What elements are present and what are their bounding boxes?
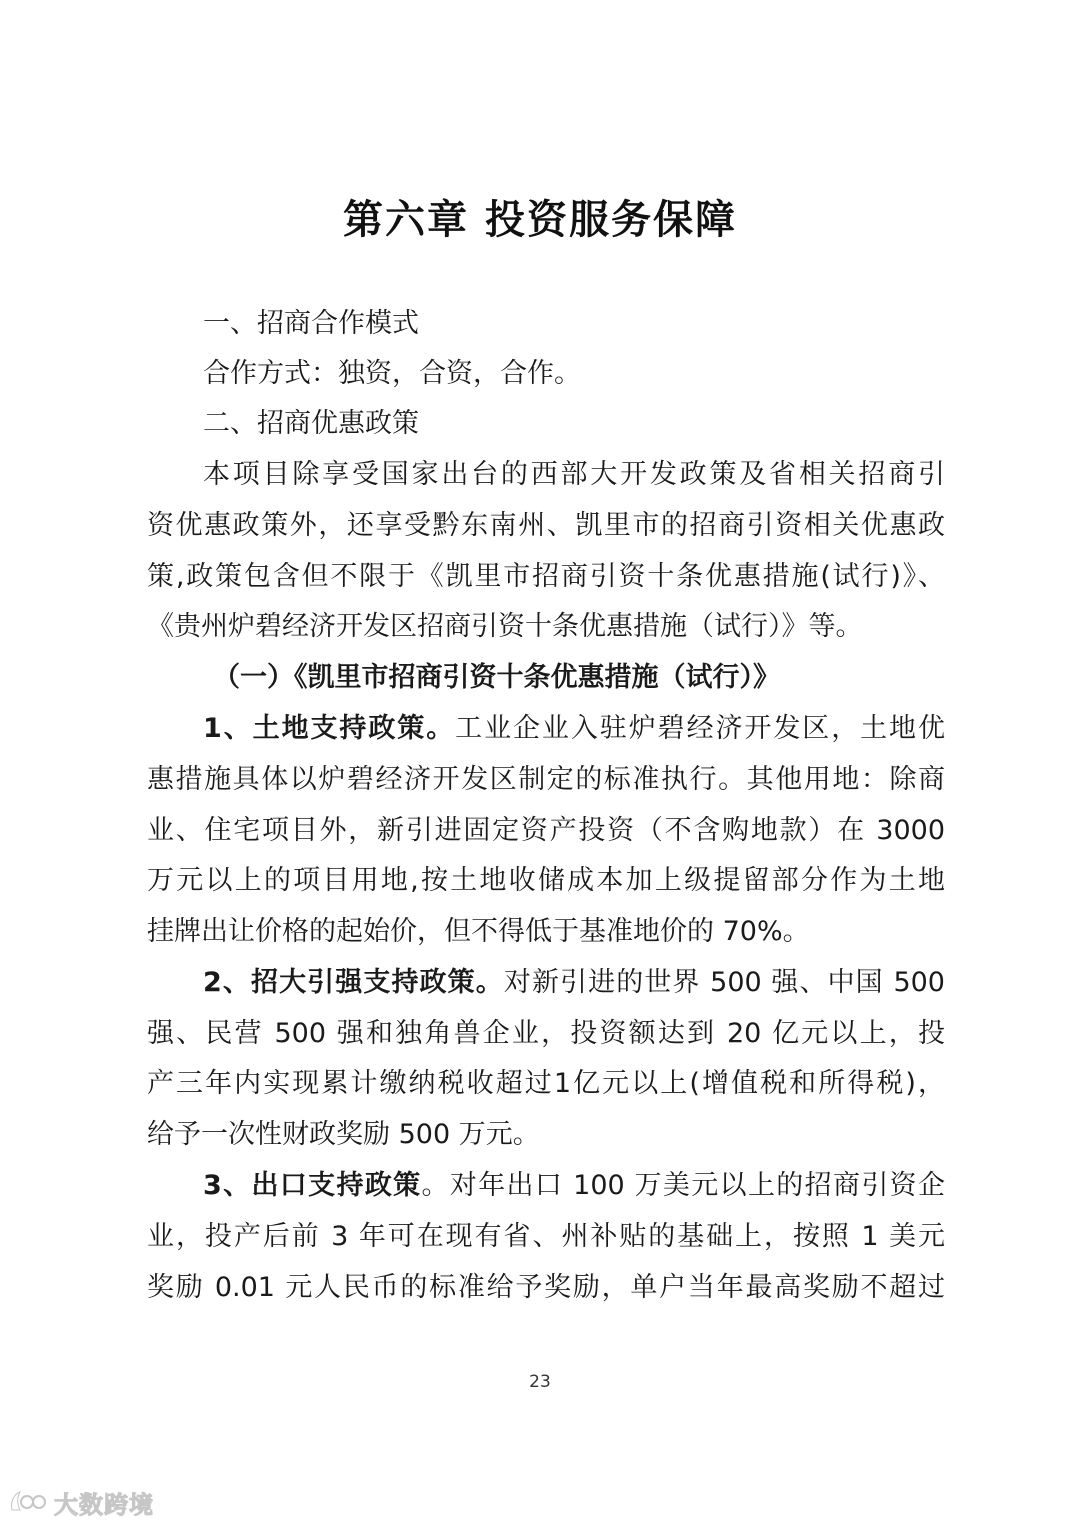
policy2-text: 对新引进的世界 500 强、中国 500 [503,967,945,998]
page-number: 23 [529,1372,551,1392]
intro-line: 本项目除享受国家出台的西部大开发政策及省相关招商引 [203,459,945,490]
cooperation-mode: 合作方式：独资，合资，合作。 [203,358,581,389]
policy1-line: 业、住宅项目外，新引进固定资产投资（不含购地款）在 3000 [147,815,945,846]
intro-line: 《贵州炉碧经济开发区招商引资十条优惠措施（试行）》等。 [147,611,863,642]
policy3-first-line [203,1166,945,1206]
policy2-line: 产三年内实现累计缴纳税收超过1亿元以上(增值税和所得税)， [147,1068,945,1099]
policy1-first-line [203,709,945,749]
section1-heading: 一、招商合作模式 [203,308,419,339]
section2-heading: 二、招商优惠政策 [203,408,419,439]
intro-line: 策,政策包含但不限于《凯里市招商引资十条优惠措施(试行)》、 [147,561,945,592]
subsection1-heading: （一）《凯里市招商引资十条优惠措施（试行）》 [213,662,780,693]
watermark [8,1484,154,1520]
intro-line: 资优惠政策外，还享受黔东南州、凯里市的招商引资相关优惠政 [147,510,945,541]
policy1-line: 挂牌出让价格的起始价，但不得低于基准地价的 70%。 [147,916,810,947]
watermark-logo-icon [8,1488,48,1516]
policy3-text: 。对年出口 100 万美元以上的招商引资企 [421,1170,945,1201]
policy3-label: 3、出口支持政策 [203,1170,422,1201]
policy1-line: 惠措施具体以炉碧经济开发区制定的标准执行。其他用地：除商 [147,764,945,795]
policy2-line: 强、民营 500 强和独角兽企业，投资额达到 20 亿元以上，投 [147,1018,945,1049]
policy3-line: 业，投产后前 3 年可在现有省、州补贴的基础上，按照 1 美元 [147,1221,945,1252]
policy2-label: 2、招大引强支持政策。 [203,967,504,998]
policy1-line: 万元以上的项目用地,按土地收储成本加上级提留部分作为土地 [147,865,945,896]
policy2-line: 给予一次性财政奖励 500 万元。 [147,1119,540,1150]
watermark-text: 大数跨境 [54,1490,154,1519]
policy3-line: 奖励 0.01 元人民币的标准给予奖励，单户当年最高奖励不超过 [147,1272,945,1303]
chapter-title: 第六章 投资服务保障 [343,196,737,243]
policy2-first-line [203,963,945,1003]
policy1-text: 工业企业入驻炉碧经济开发区，土地优 [455,713,945,744]
policy1-label: 1、土地支持政策。 [203,713,456,744]
